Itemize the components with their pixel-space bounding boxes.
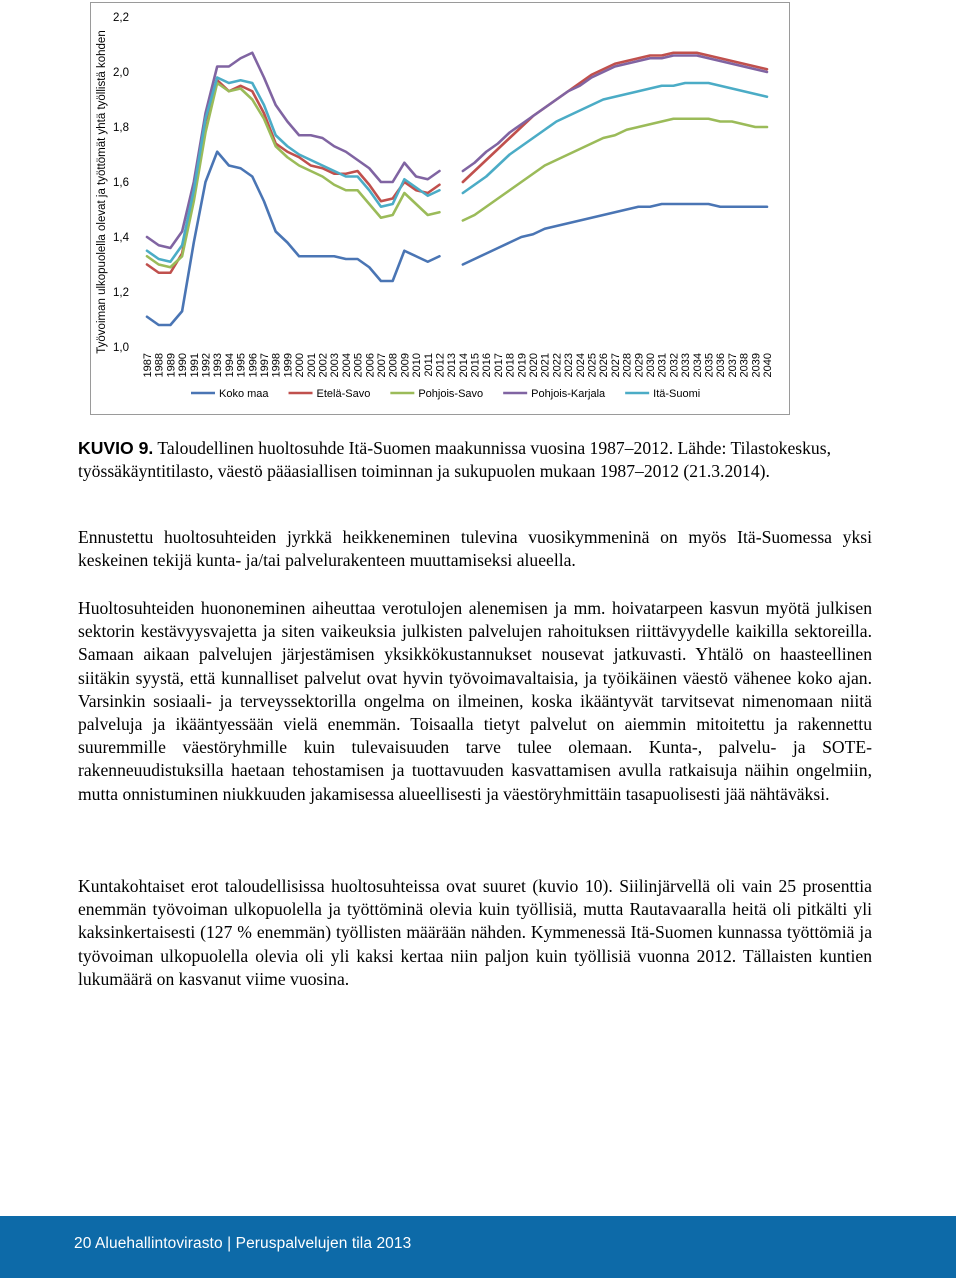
paragraph-3: Kuntakohtaiset erot taloudellisissa huoltosuhteissa ovat suuret (kuvio 10). Siilinjärvellä oli vain 25 prosenttia enemmän työvoiman ulkopuolella ja työttöminä olevia kuin työllisiä, mutta Rautavaaralla heitä oli pitkälti yli kaksinkertaisesti (127 % enemmän) työllisten määrään nähden. Kymmenessä Itä-Suomen kunnassa työttömiä ja työvoiman ulkopuolella olevia oli yli kaksi kertaa niin paljon kuin työllisiä vuonna 2012. Tällaisten kuntien lukumäärä on kasvanut viime vuosina. <box>78 876 872 989</box>
x-tick-label: 2018 <box>504 353 517 378</box>
x-tick-label: 1991 <box>188 353 201 378</box>
x-tick-label: 2032 <box>668 353 681 378</box>
y-tick-label: 1,6 <box>113 177 129 189</box>
x-tick-label: 1997 <box>258 353 271 378</box>
x-tick-label: 2005 <box>352 353 365 378</box>
x-tick-label: 2026 <box>598 353 611 378</box>
x-tick-group <box>142 353 774 377</box>
x-tick-label: 2000 <box>294 353 307 378</box>
x-tick-label: 1998 <box>270 353 283 378</box>
x-tick-label: 2010 <box>411 353 424 378</box>
x-tick-label: 2025 <box>586 353 599 378</box>
legend-label: Pohjois-Savo <box>418 388 484 400</box>
series-line <box>147 53 767 248</box>
x-tick-label: 1992 <box>200 353 213 378</box>
x-tick-label: 1996 <box>247 353 260 378</box>
x-tick-label: 2037 <box>726 353 739 378</box>
series-group <box>147 53 767 325</box>
x-tick-label: 2006 <box>364 353 377 378</box>
x-tick-label: 2034 <box>691 353 704 378</box>
x-tick-label: 2027 <box>609 353 622 378</box>
x-tick-label: 2002 <box>317 353 330 378</box>
x-tick-label: 2009 <box>399 353 412 378</box>
x-tick-label: 2007 <box>375 353 388 378</box>
x-tick-label: 2008 <box>387 353 400 378</box>
legend-label: Pohjois-Karjala <box>531 388 606 400</box>
legend-label: Etelä-Savo <box>316 388 371 400</box>
x-tick-label: 2022 <box>551 353 564 378</box>
series-line <box>147 83 767 267</box>
legend-label: Itä-Suomi <box>653 388 701 400</box>
y-tick-label: 2,0 <box>113 67 129 79</box>
x-tick-label: 1993 <box>212 353 225 378</box>
x-tick-label: 1989 <box>165 353 178 378</box>
y-tick-label: 1,2 <box>113 287 129 299</box>
page-footer <box>0 1216 956 1278</box>
y-axis-label: Työvoiman ulkopuolella olevat ja työttömät yhtä työllistä kohden <box>96 30 108 354</box>
chart-frame <box>90 2 790 415</box>
x-tick-label: 2038 <box>738 353 751 378</box>
x-tick-label: 2004 <box>340 353 353 378</box>
footer-text: 20 Aluehallintovirasto | Peruspalvelujen tila 2013 <box>74 1235 412 1252</box>
x-tick-label: 2039 <box>750 353 763 378</box>
series-line <box>147 152 767 325</box>
x-tick-label: 2036 <box>715 353 728 378</box>
y-tick-group <box>113 12 130 354</box>
y-tick-label: 1,4 <box>113 232 129 244</box>
figure-label: KUVIO 9. <box>78 438 154 458</box>
series-line <box>147 78 767 262</box>
x-tick-label: 2011 <box>422 353 435 377</box>
x-tick-label: 1990 <box>177 353 190 378</box>
x-tick-label: 2031 <box>656 353 669 378</box>
y-tick-label: 1,8 <box>113 122 129 134</box>
x-tick-label: 2003 <box>329 353 342 378</box>
x-tick-label: 2035 <box>703 353 716 378</box>
x-tick-label: 2013 <box>446 353 459 378</box>
paragraph-2: Huoltosuhteiden huononeminen aiheuttaa verotulojen alenemisen ja mm. hoivatarpeen kasvun myötä julkisen sektorin kestävyysvajetta ja siten vaikeuksia julkisten palvelujen rahoituksen riittävyydelle kaikilla sektoreilla. Samaan aikaan palvelujen järjestämisen yksikkökustannukset nousevat jatkuvasti. Yhtälö on haasteellinen siitäkin syystä, että kunnalliset palvelut ovat hyvin työvoimavaltaisia, ja työikäinen väestö vähenee koko ajan. Varsinkin sosiaali- ja terveyssektorilla ongelma on ilmeinen, koska ikääntyvät tarvitsevat nimenomaan niitä palveluja ja ikääntyessään vielä enemmän. Toisaalla tietyt palvelut on aiemmin mitoitettu ja rakennettu suuremmille väestöryhmille kuin tulevaisuuden tarve tulee olemaan. Kunta-, palvelu- ja SOTE-rakenneuudistuksilla haetaan tehostamisen ja tuottavuuden kasvattamisen avulla ratkaisuja näihin ongelmiin, mutta onnistuminen niukkuuden jakamisessa alueellisesti ja väestöryhmittäin tasapuolisesti jää nähtäväksi. <box>78 598 872 804</box>
x-tick-label: 2033 <box>680 353 693 378</box>
x-tick-label: 1988 <box>153 353 166 378</box>
legend-label: Koko maa <box>219 388 269 400</box>
x-tick-label: 2016 <box>481 353 494 378</box>
x-tick-label: 1999 <box>282 353 295 378</box>
x-tick-label: 2001 <box>305 353 318 378</box>
x-tick-label: 2023 <box>563 353 576 378</box>
x-tick-label: 2015 <box>469 353 482 378</box>
x-tick-label: 2012 <box>434 353 447 378</box>
x-tick-label: 1995 <box>235 353 248 378</box>
x-tick-label: 2020 <box>528 353 541 378</box>
legend <box>191 388 700 400</box>
paragraph-1: Ennustettu huoltosuhteiden jyrkkä heikkeneminen tulevina vuosikymmeninä on myös Itä-Suomessa yksi keskeinen tekijä kunta- ja/tai palvelurakenteen muuttamiseksi alueella. <box>78 527 872 571</box>
figure-caption-text: Taloudellinen huoltosuhde Itä-Suomen maakunnissa vuosina 1987–2012. Lähde: Tilastokeskus, työssäkäyntitilasto, väestö pääasiallisen toiminnan ja sukupuolen mukaan 1987–2012 (21.3.2014). <box>78 438 831 482</box>
x-tick-label: 1994 <box>223 353 236 378</box>
x-tick-label: 2024 <box>574 353 587 378</box>
y-axis-label-group <box>96 30 108 353</box>
y-tick-label: 2,2 <box>113 12 129 24</box>
x-tick-label: 2029 <box>633 353 646 378</box>
x-tick-label: 2019 <box>516 353 529 378</box>
x-tick-label: 2028 <box>621 353 634 378</box>
figure-caption <box>78 437 878 484</box>
x-tick-label: 2021 <box>539 353 552 378</box>
x-tick-label: 2040 <box>762 353 774 378</box>
line-chart <box>91 3 791 416</box>
y-tick-label: 1,0 <box>113 342 129 354</box>
x-tick-label: 2030 <box>645 353 658 378</box>
x-tick-label: 2014 <box>457 353 470 378</box>
x-tick-label: 2017 <box>492 353 505 378</box>
x-tick-label: 1987 <box>142 353 154 378</box>
